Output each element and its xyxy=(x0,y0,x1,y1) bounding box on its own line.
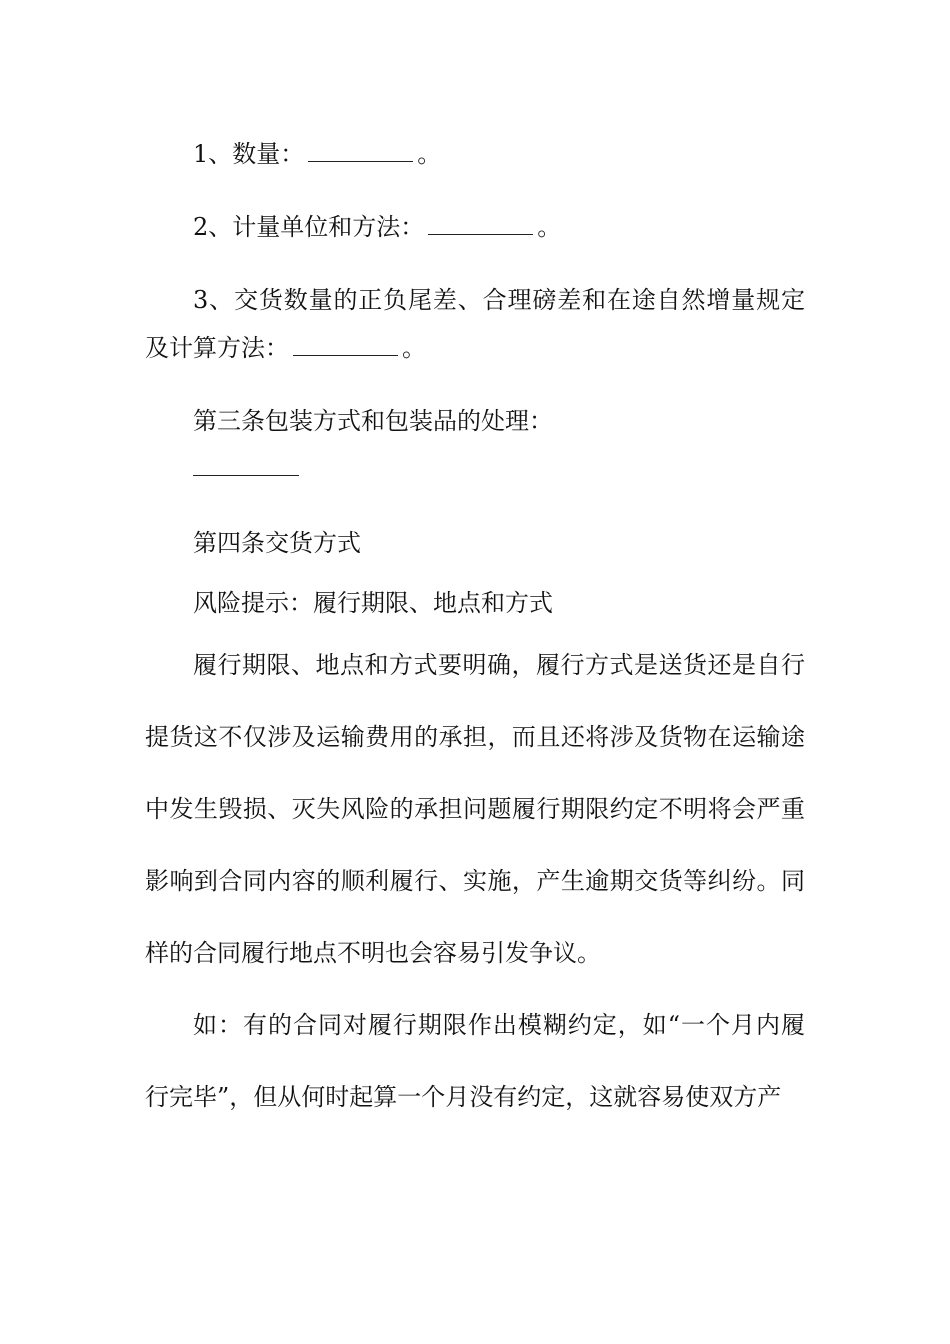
tolerance-blank xyxy=(293,335,398,356)
item-unit-method xyxy=(145,203,805,251)
article-4-title: 第四条交货方式 xyxy=(193,529,361,557)
item-quantity-end: 。 xyxy=(417,140,442,168)
packaging-blank xyxy=(193,445,299,476)
risk-heading: 风险提示：履行期限、地点和方式 xyxy=(193,589,553,617)
item-quantity-label: 1、数量： xyxy=(193,140,305,168)
quantity-blank xyxy=(308,141,413,162)
item-tolerance-end: 。 xyxy=(402,334,426,362)
document-body xyxy=(145,130,805,1158)
item-unit-method-end: 。 xyxy=(537,213,562,241)
risk-paragraph-2: 如：有的合同对履行期限作出模糊约定，如“一个月内履行完毕”，但从何时起算一个月没有约定，这就容易使双方产 xyxy=(145,1011,805,1111)
item-quantity xyxy=(145,130,805,178)
article-3-title: 第三条包装方式和包装品的处理： xyxy=(193,407,553,435)
risk-paragraph-1: 履行期限、地点和方式要明确，履行方式是送货还是自行提货这不仅涉及运输费用的承担，而且还将涉及货物在运输途中发生毁损、灭失风险的承担问题履行期限约定不明将会严重影响到合同内容的顺利履行、实施，产生逾期交货等纠纷。同样的合同履行地点不明也会容易引发争议。 xyxy=(145,651,805,967)
item-tolerance-label: 3、交货数量的正负尾差、合理磅差和在途自然增量规定及计算方法： xyxy=(145,286,805,362)
unit-method-blank xyxy=(428,214,533,235)
item-unit-method-label: 2、计量单位和方法： xyxy=(193,213,425,241)
item-tolerance xyxy=(145,276,805,372)
